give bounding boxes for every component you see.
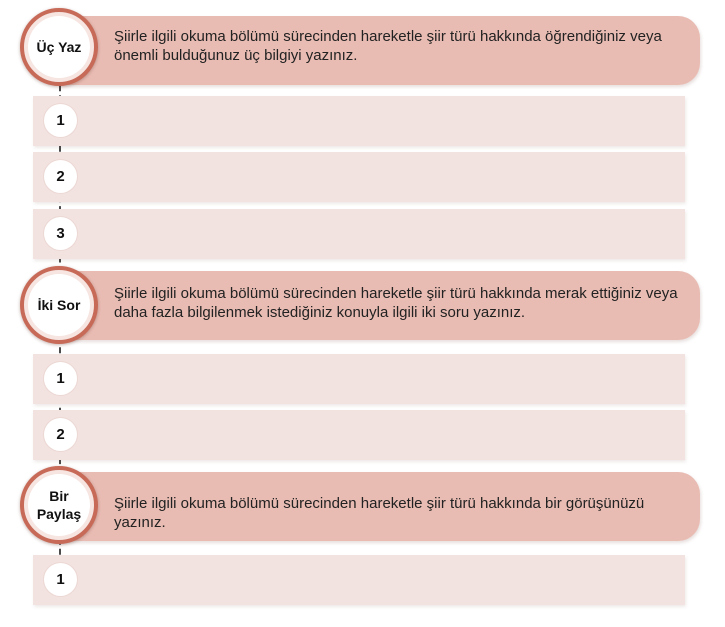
answer-number: 3 [44,217,77,250]
answer-number: 1 [44,563,77,596]
answer-row-iki-sor-2[interactable] [33,410,685,460]
answer-field[interactable] [93,416,675,454]
answer-row-uc-yaz-3[interactable] [33,209,685,259]
answer-number: 1 [44,362,77,395]
answer-field[interactable] [93,215,675,253]
prompt-bar-iki-sor [60,271,700,340]
answer-row-uc-yaz-2[interactable] [33,152,685,202]
badge-label-uc-yaz: Üç Yaz [28,16,90,78]
badge-label-line-1: Bir [49,488,69,504]
answer-row-uc-yaz-1[interactable] [33,96,685,146]
prompt-bar-bir-paylas [60,472,700,541]
answer-number: 1 [44,104,77,137]
answer-field[interactable] [93,158,675,196]
badge-label-iki-sor: İki Sor [28,274,90,336]
answer-field[interactable] [93,360,675,398]
answer-field[interactable] [93,561,675,599]
prompt-text-bir-paylas: Şiirle ilgili okuma bölümü sürecinden hareketle şiir türü hakkında bir görüşünüzü yazınız. [114,495,645,531]
badge-uc-yaz [20,8,98,86]
badge-label-bir-paylas [28,474,90,536]
badge-label-line-2: Paylaş [36,506,82,522]
answer-number: 2 [44,418,77,451]
answer-number: 2 [44,160,77,193]
badge-iki-sor [20,266,98,344]
prompt-bar-uc-yaz [60,16,700,85]
badge-bir-paylas [20,466,98,544]
prompt-text-uc-yaz: Şiirle ilgili okuma bölümü sürecinden hareketle şiir türü hakkında öğrendiğiniz veya önemli bulduğunuz üç bilgiyi yazınız. [114,28,662,64]
answer-row-bir-paylas-1[interactable] [33,555,685,605]
answer-field[interactable] [93,102,675,140]
answer-row-iki-sor-1[interactable] [33,354,685,404]
prompt-text-iki-sor: Şiirle ilgili okuma bölümü sürecinden hareketle şiir türü hakkında merak ettiğiniz veya daha fazla bilgilenmek istediğiniz konuyla ilgili iki soru yazınız. [114,285,678,321]
